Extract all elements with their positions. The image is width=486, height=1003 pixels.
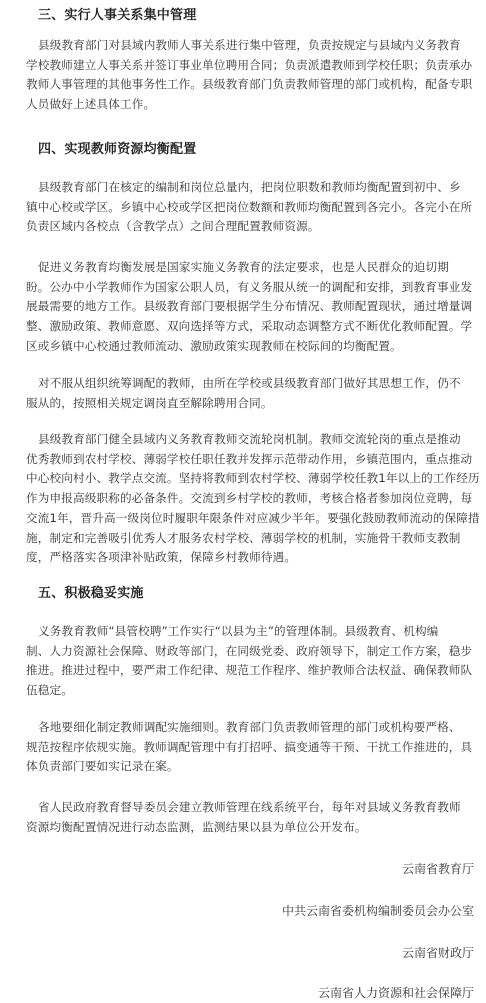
section-heading-4: 四、实现教师资源均衡配置 — [38, 142, 197, 157]
signatory-staffing-office: 中共云南省委机构编制委员会办公室 — [281, 904, 474, 918]
line: 义务教育教师“县管校聘”工作实行“以县为主”的管理体制。县级教育、机构编 — [38, 624, 439, 638]
line: 体负责部门要如实记录在案。 — [26, 759, 179, 774]
paragraph-4-4 — [26, 430, 480, 568]
line: 整、激励政策、教师意愿、双向选择等方式，采取动态调整方式不断优化教师配置。学 — [26, 319, 473, 334]
line: 施，制定和完善吸引优秀人才服务农村学校、薄弱学校的机制，实施骨干教师支教制 — [26, 530, 461, 545]
paragraph-3-1 — [26, 36, 474, 115]
line: 负责区域内各校点（含教学点）之间合理配置教师资源。 — [26, 219, 320, 234]
section-heading-3: 三、实行人事关系集中管理 — [38, 8, 197, 23]
paragraph-4-1 — [26, 178, 474, 237]
line: 县级教育部门在核定的编制和岗位总量内，把岗位职数和教师均衡配置到初中、乡 — [38, 180, 461, 194]
line: 人员做好上述具体工作。 — [26, 97, 156, 112]
line: 中心校向村小、教学点交流。坚持将教师到农村学校、薄弱学校任教1年以上的工作经历 — [26, 471, 480, 486]
signatory-education-dept: 云南省教育厅 — [401, 862, 474, 876]
line: 镇中心校或学区。乡镇中心校或学区把岗位数额和教师均衡配置到各完小。各完小在所 — [26, 199, 473, 214]
line: 盼。公办中小学教师作为国家公职人员，有义务服从统一的调配和安排，到教育事业发 — [26, 279, 473, 294]
line: 制、人力资源社会保障、财政等部门，在同级党委、政府领导下，制定工作方案，稳步 — [26, 643, 473, 658]
line: 各地要细化制定教师调配实施细则。教育部门负责教师管理的部门或机构要严格、 — [38, 720, 461, 734]
line: 资源均衡配置情况进行动态监测，监测结果以县为单位公开发布。 — [26, 819, 367, 834]
paragraph-5-2 — [26, 718, 474, 777]
line: 作为申报高级职称的必备条件。交流到乡村学校的教师，考核合格者参加岗位竞聘，每 — [26, 491, 473, 506]
paragraph-5-1 — [26, 622, 474, 701]
line: 度，严格落实各项津补贴政策，保障乡村教师待遇。 — [26, 550, 297, 565]
line: 学校教师建立人事关系并签订事业单位聘用合同；负责派遣教师到学校任职；负责承办 — [26, 57, 473, 72]
line: 区或乡镇中心校通过教师流动、激励政策实现教师在校际间的均衡配置。 — [26, 338, 402, 353]
line: 优秀教师到农村学校、薄弱学校任职任教并发挥示范带动作用，乡镇范围内，重点推动 — [26, 451, 473, 466]
line: 县级教育部门健全县域内义务教育教师交流轮岗机制。教师交流轮岗的重点是推动 — [38, 432, 461, 446]
line: 服从的，按照相关规定调岗直至解除聘用合同。 — [26, 395, 273, 410]
line: 推进。推进过程中，要严肃工作纪律、规范工作程序、维护教师合法权益、确保教师队 — [26, 663, 473, 678]
line: 促进义务教育均衡发展是国家实施义务教育的法定要求，也是人民群众的迫切期 — [38, 260, 450, 274]
signatory-finance-dept: 云南省财政厅 — [401, 946, 474, 960]
line: 省人民政府教育督导委员会建立教师管理在线系统平台，每年对县域义务教育教师 — [38, 800, 461, 814]
section-heading-5: 五、积极稳妥实施 — [38, 586, 144, 601]
paragraph-5-3 — [26, 798, 474, 837]
line: 展最需要的地方工作。县级教育部门要根据学生分布情况、教师配置现状，通过增量调 — [26, 299, 473, 314]
line: 交流1年，晋升高一级岗位时履职年限条件对应减少半年。要强化鼓励教师流动的保障措 — [26, 510, 480, 525]
line: 教师人事管理的其他事务性工作。县级教育部门负责教师管理的部门或机构，配备专职 — [26, 77, 473, 92]
signatory-hr-social-security-dept: 云南省人力资源和社会保障厅 — [317, 986, 474, 1000]
line: 对不服从组织统筹调配的教师，由所在学校或县级教育部门做好其思想工作，仍不 — [38, 376, 461, 390]
line: 规范按程序依规实施。教师调配管理中有打招呼、搞变通等干预、干扰工作推进的，具 — [26, 739, 473, 754]
line: 县级教育部门对县域内教师人事关系进行集中管理，负责按规定与县域内义务教育 — [38, 38, 461, 52]
line: 伍稳定。 — [26, 683, 73, 698]
paragraph-4-2 — [26, 258, 474, 357]
paragraph-4-3 — [26, 374, 474, 413]
